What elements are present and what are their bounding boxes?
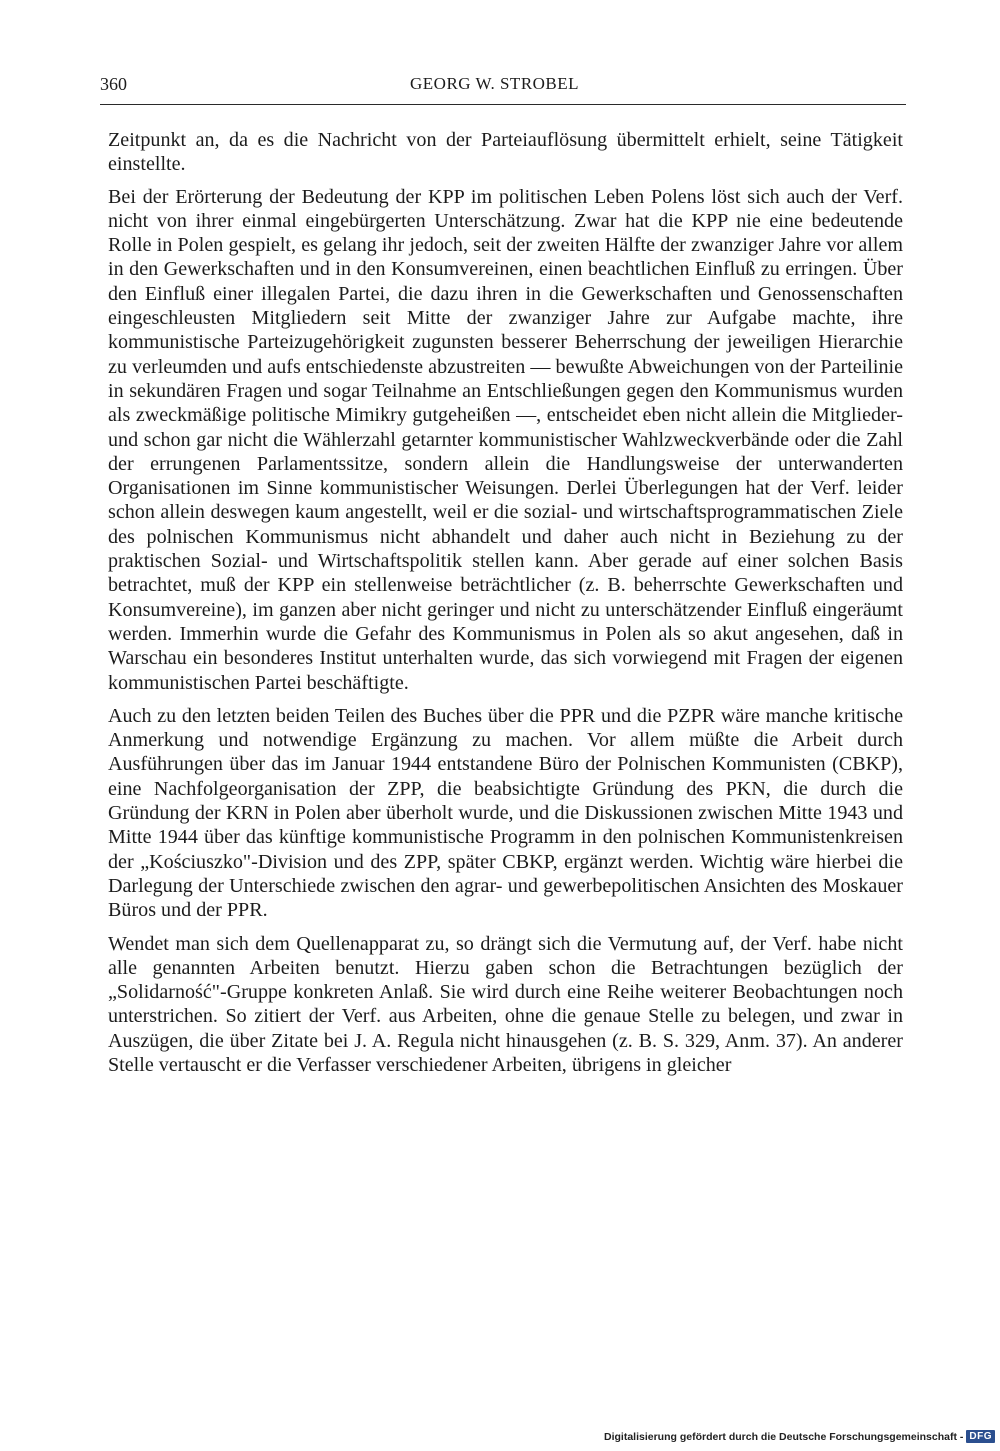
paragraph-2: Bei der Erörterung der Bedeutung der KPP im politischen Leben Polens löst sich auch der Verf. nicht von ihrer einmal eingebürgerten Unterschätzung. Zwar hat die KPP nie eine bedeutende Rolle in Polen gespielt, es gelang ihr jedoch, seit der zweiten Hälfte der zwanziger Jahre vor allem in den Gewerkschaften und in den Konsumvereinen, einen beachtlichen Einfluß zu erringen. Über den Einfluß einer illegalen Partei, die dazu ihren in die Gewerkschaften und Genossenschaften eingeschleusten Mitgliedern seit Mitte der zwanziger Jahre zur Aufgabe machte, ihre kommunistische Parteizugehörigkeit zugunsten besserer Beherrschung der jeweiligen Hierarchie zu verleumden und aufs entschiedenste abzustreiten — bewußte Abweichungen von der Parteilinie in sekundären Fragen und sogar Teilnahme an Entschließungen gegen den Kommunismus wurden als zweckmäßige politische Mimikry gutgeheißen —, entscheidet eben nicht allein die Mitglieder- und schon gar nicht die Wählerzahl getarnter kommunistischer Wahlzweckverbände oder die Zahl der errungenen Parlamentssitze, sondern allein die Handlungsweise der unterwanderten Organisationen im Sinne kommunistischer Weisungen. Derlei Überlegungen hat der Verf. leider schon allein deswegen kaum angestellt, weil er die sozial- und wirtschaftsprogrammatischen Ziele des polnischen Kommunismus nicht abhandelt und daher auch nicht in Beziehung zu der praktischen Sozial- und Wirtschaftspolitik stellen kann. Aber gerade auf einer solchen Basis betrachtet, muß der KPP ein stellenweise beträchtlicher (z. B. beherrschte Gewerkschaften und Konsumvereine), im ganzen aber nicht geringer und nicht zu unterschätzender Einfluß eingeräumt werden. Immerhin wurde die Gefahr des Kommunismus in Polen als so akut angesehen, daß in Warschau ein besonderes Institut unterhalten wurde, das sich vorwiegend mit Fragen der eigenen kommunistischen Partei beschäftigte. [108, 185, 903, 694]
paragraph-3: Auch zu den letzten beiden Teilen des Buches über die PPR und die PZPR wäre manche kritische Anmerkung und notwendige Ergänzung zu machen. Vor allem müßte die Arbeit durch Ausführungen über das im Januar 1944 entstandene Büro der Polnischen Kommunisten (CBKP), eine Nachfolgeorganisation der ZPP, die beabsichtigte Gründung des PKN, die durch die Gründung der KRN in Polen aber überholt wurde, und die Diskussionen zwischen Mitte 1943 und Mitte 1944 über das künftige kommunistische Programm in den polnischen Kommunistenkreisen der „Kościuszko"-Division und des ZPP, später CBKP, ergänzt werden. Wichtig wäre hierbei die Darlegung der Unterschiede zwischen den agrar- und gewerbepolitischen Ansichten des Moskauer Büros und der PPR. [108, 704, 903, 922]
running-head: GEORG W. STROBEL [410, 74, 580, 93]
page-number: 360 [100, 74, 127, 94]
page-header [100, 74, 906, 100]
header-rule [100, 104, 906, 105]
paragraph-4: Wendet man sich dem Quellenapparat zu, so drängt sich die Vermutung auf, der Verf. habe nicht alle genannten Arbeiten benutzt. Hierzu gaben schon die Betrachtungen bezüglich der „Solidarność"-Gruppe konkreten Anlaß. Sie wird durch eine Reihe weiterer Beobachtungen noch unterstrichen. So zitiert der Verf. aus Arbeiten, ohne die genaue Stelle zu belegen, und zwar in Auszügen, die über Zitate bei J. A. Regula nicht hinausgehen (z. B. S. 329, Anm. 37). An anderer Stelle vertauscht er die Verfasser verschiedener Arbeiten, übrigens in gleicher [108, 932, 903, 1076]
dfg-logo: DFG [966, 1430, 995, 1443]
credit-text: Digitalisierung gefördert durch die Deutsche Forschungsgemeinschaft - [604, 1430, 964, 1443]
paragraph-1: Zeitpunkt an, da es die Nachricht von der Parteiauflösung übermittelt erhielt, seine Tätigkeit einstellte. [108, 129, 903, 176]
digitization-credit [604, 1430, 995, 1443]
body-text [108, 128, 903, 1083]
